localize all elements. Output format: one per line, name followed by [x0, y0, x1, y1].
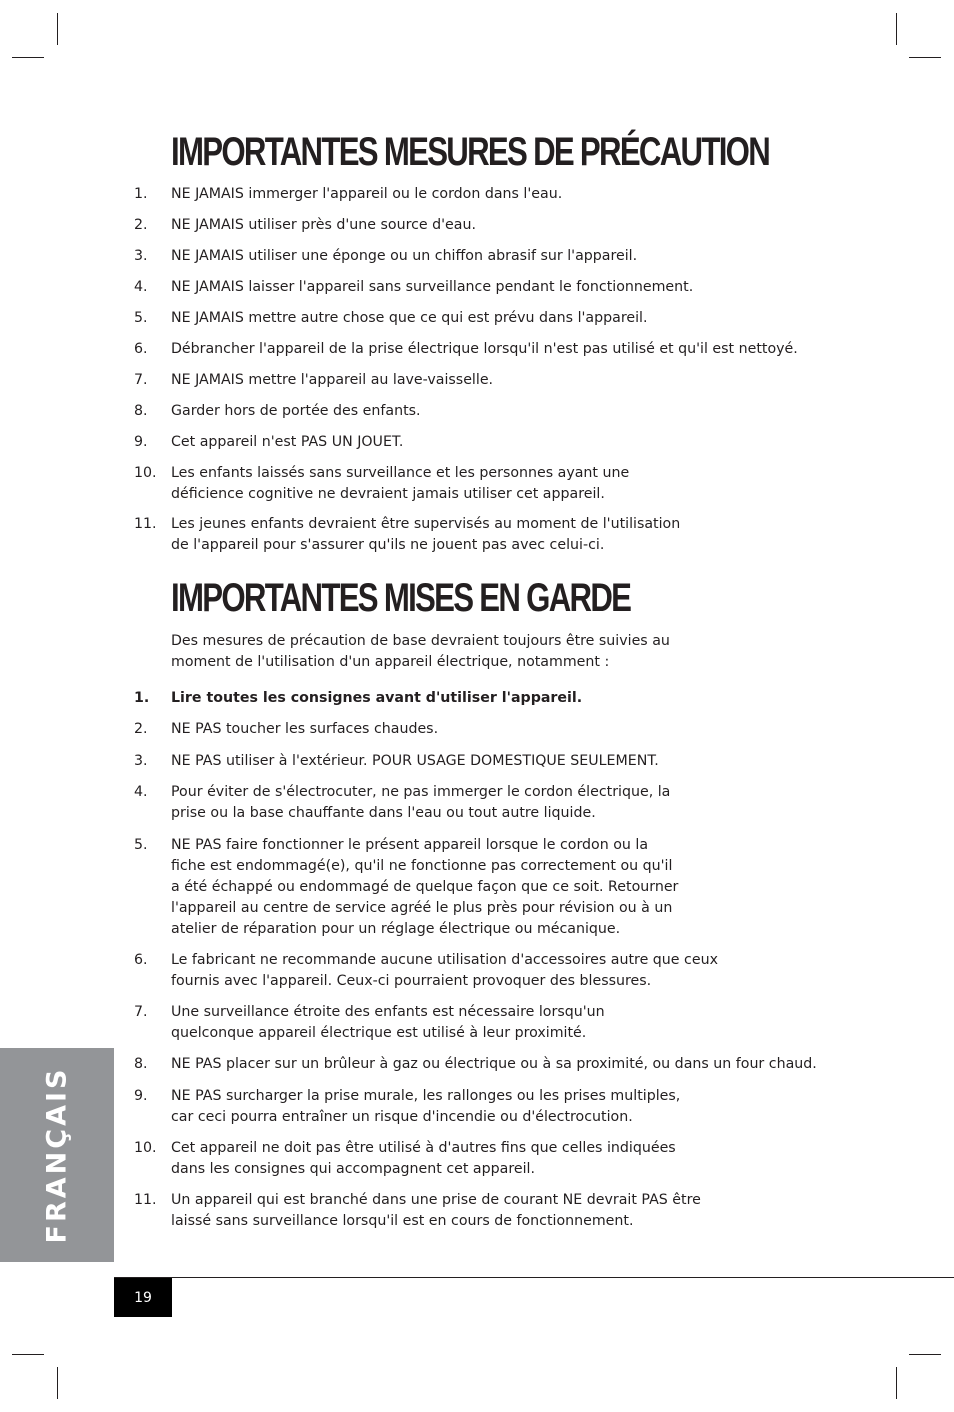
item-number: 2.: [134, 217, 148, 233]
item-text: NE JAMAIS mettre l'appareil au lave-vaisselle.: [171, 372, 494, 388]
crop-mark: [896, 1367, 897, 1399]
item-text: NE PAS toucher les surfaces chaudes.: [171, 721, 439, 737]
language-tab: [0, 1048, 114, 1262]
item-text: déficience cognitive ne devraient jamais utiliser cet appareil.: [171, 486, 605, 502]
language-label: FRANÇAIS: [41, 1066, 73, 1244]
item-text: NE PAS surcharger la prise murale, les rallonges ou les prises multiples,: [171, 1088, 681, 1104]
crop-mark: [909, 57, 941, 58]
item-text: Garder hors de portée des enfants.: [171, 403, 421, 419]
item-text: quelconque appareil électrique est utilisé à leur proximité.: [171, 1025, 587, 1041]
item-number: 4.: [134, 279, 148, 295]
item-number: 9.: [134, 434, 148, 450]
intro-line: moment de l'utilisation d'un appareil électrique, notamment :: [171, 654, 610, 670]
crop-mark: [57, 1367, 58, 1399]
item-number: 3.: [134, 248, 148, 264]
item-text: Lire toutes les consignes avant d'utiliser l'appareil.: [171, 690, 583, 706]
item-text: l'appareil au centre de service agréé le plus près pour révision ou à un: [171, 900, 673, 916]
crop-mark: [12, 1354, 44, 1355]
item-number: 3.: [134, 753, 148, 769]
item-text: a été échappé ou endommagé de quelque façon que ce soit. Retourner: [171, 879, 679, 895]
item-text: Les jeunes enfants devraient être supervisés au moment de l'utilisation: [171, 516, 681, 532]
item-text: prise ou la base chauffante dans l'eau ou tout autre liquide.: [171, 805, 596, 821]
item-number: 6.: [134, 952, 148, 968]
section1-title: IMPORTANTES MESURES DE PRÉCAUTION: [171, 130, 770, 174]
intro-line: Des mesures de précaution de base devraient toujours être suivies au: [171, 633, 670, 649]
item-text: NE PAS utiliser à l'extérieur. POUR USAGE DOMESTIQUE SEULEMENT.: [171, 753, 659, 769]
item-text: atelier de réparation pour un réglage électrique ou mécanique.: [171, 921, 621, 937]
crop-mark: [12, 57, 44, 58]
item-text: Un appareil qui est branché dans une prise de courant NE devrait PAS être: [171, 1192, 701, 1208]
item-text: NE JAMAIS utiliser près d'une source d'eau.: [171, 217, 476, 233]
item-number: 2.: [134, 721, 148, 737]
item-text: fournis avec l'appareil. Ceux-ci pourraient provoquer des blessures.: [171, 973, 652, 989]
item-number: 7.: [134, 1004, 148, 1020]
item-number: 1.: [134, 186, 148, 202]
crop-mark: [57, 13, 58, 45]
item-text: Les enfants laissés sans surveillance et les personnes ayant une: [171, 465, 630, 481]
item-number: 8.: [134, 403, 148, 419]
item-text: dans les consignes qui accompagnent cet appareil.: [171, 1161, 535, 1177]
item-number: 8.: [134, 1056, 148, 1072]
item-number: 4.: [134, 784, 148, 800]
item-text: fiche est endommagé(e), qu'il ne fonctionne pas correctement ou qu'il: [171, 858, 673, 874]
item-number: 1.: [134, 690, 150, 706]
item-text: Débrancher l'appareil de la prise électrique lorsqu'il n'est pas utilisé et qu'il est nettoyé.: [171, 341, 798, 357]
item-text: NE JAMAIS immerger l'appareil ou le cordon dans l'eau.: [171, 186, 563, 202]
item-number: 11.: [134, 1192, 157, 1208]
crop-mark: [896, 13, 897, 45]
item-number: 7.: [134, 372, 148, 388]
item-text: Cet appareil n'est PAS UN JOUET.: [171, 434, 404, 450]
item-number: 11.: [134, 516, 157, 532]
item-text: laissé sans surveillance lorsqu'il est en cours de fonctionnement.: [171, 1213, 634, 1229]
footer-rule: [114, 1277, 954, 1278]
page-number: 19: [114, 1278, 172, 1317]
item-number: 6.: [134, 341, 148, 357]
item-text: Une surveillance étroite des enfants est nécessaire lorsqu'un: [171, 1004, 605, 1020]
item-number: 9.: [134, 1088, 148, 1104]
item-text: NE JAMAIS laisser l'appareil sans surveillance pendant le fonctionnement.: [171, 279, 694, 295]
item-text: de l'appareil pour s'assurer qu'ils ne jouent pas avec celui-ci.: [171, 537, 605, 553]
item-text: car ceci pourra entraîner un risque d'incendie ou d'électrocution.: [171, 1109, 633, 1125]
item-text: NE PAS placer sur un brûleur à gaz ou électrique ou à sa proximité, ou dans un four chaud.: [171, 1056, 817, 1072]
section2-title: IMPORTANTES MISES EN GARDE: [171, 576, 631, 620]
item-text: NE PAS faire fonctionner le présent appareil lorsque le cordon ou la: [171, 837, 649, 853]
item-text: NE JAMAIS mettre autre chose que ce qui est prévu dans l'appareil.: [171, 310, 648, 326]
item-text: NE JAMAIS utiliser une éponge ou un chiffon abrasif sur l'appareil.: [171, 248, 638, 264]
item-number: 10.: [134, 465, 157, 481]
item-number: 5.: [134, 837, 148, 853]
item-text: Pour éviter de s'électrocuter, ne pas immerger le cordon électrique, la: [171, 784, 671, 800]
crop-mark: [909, 1354, 941, 1355]
item-text: Le fabricant ne recommande aucune utilisation d'accessoires autre que ceux: [171, 952, 718, 968]
item-number: 10.: [134, 1140, 157, 1156]
item-text: Cet appareil ne doit pas être utilisé à d'autres fins que celles indiquées: [171, 1140, 676, 1156]
item-number: 5.: [134, 310, 148, 326]
